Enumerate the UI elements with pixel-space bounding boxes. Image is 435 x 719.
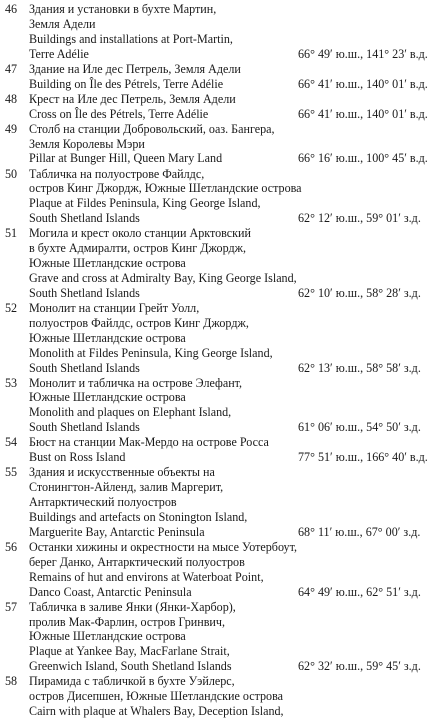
entry-line-text: Монолит на станции Грейт Уолл, — [29, 300, 200, 315]
entry-number: 56 — [5, 539, 18, 554]
entry-number: 51 — [5, 226, 18, 241]
entry-line — [29, 390, 435, 405]
entry-coordinates: 64° 49′ ю.ш., 62° 51′ з.д. — [298, 584, 421, 599]
entry-coordinates: 66° 41′ ю.ш., 140° 01′ в.д. — [298, 76, 428, 91]
entry-line-text: Табличка на полуострове Файлдс, — [29, 166, 205, 181]
entry-line — [29, 465, 435, 480]
entry-line-text: полуостров Файлдс, остров Кинг Джордж, — [29, 315, 249, 330]
entry-line-text: Земля Королевы Мэри — [29, 136, 145, 151]
entry-description — [29, 92, 435, 122]
entry-number: 55 — [5, 465, 18, 480]
entry-line-text: Buildings and installations at Port-Martin, — [29, 31, 233, 46]
entry-line-text: Могила и крест около станции Арктовский — [29, 226, 251, 241]
list-item — [0, 122, 435, 167]
entry-line — [29, 122, 435, 137]
entry-line-text: Монолит и табличка на острове Элефант, — [29, 375, 243, 390]
entry-line-text: Столб на станции Добровольский, оаз. Бангера, — [29, 121, 275, 136]
entry-description — [29, 301, 435, 375]
entry-line — [29, 615, 435, 630]
entry-line — [29, 62, 435, 77]
entry-line — [29, 32, 435, 47]
entry-line-text: остров Дисепшен, Южные Шетландские острова — [29, 689, 284, 704]
entry-line-text: Пирамида с табличкой в бухте Уэйлерс, — [29, 674, 235, 689]
list-item — [0, 465, 435, 539]
entry-line-text: Южные Шетландские острова — [29, 256, 186, 271]
entry-number: 57 — [5, 599, 18, 614]
entry-line — [29, 480, 435, 495]
entry-line — [29, 256, 435, 271]
entry-coordinates: 66° 41′ ю.ш., 140° 01′ в.д. — [298, 106, 428, 121]
entry-description — [29, 167, 435, 227]
list-item — [0, 62, 435, 92]
entry-line — [29, 331, 435, 346]
entry-line — [29, 585, 435, 600]
entry-number: 48 — [5, 91, 18, 106]
entry-description — [29, 435, 435, 465]
entry-description — [29, 62, 435, 92]
entry-description — [29, 540, 435, 600]
entry-coordinates: 66° 49′ ю.ш., 141° 23′ в.д. — [298, 46, 428, 61]
entry-line-text: Крест на Иле дес Петрель, Земля Адели — [29, 91, 236, 106]
entry-line — [29, 525, 435, 540]
entry-line-text: Terre Adélie — [29, 46, 89, 61]
entry-coordinates: 68° 11′ ю.ш., 67° 00′ з.д. — [298, 524, 421, 539]
entry-line — [29, 151, 435, 166]
entry-line — [29, 167, 435, 182]
entry-line-text: Южные Шетландские острова — [29, 330, 186, 345]
entry-description — [29, 674, 435, 719]
entry-number: 50 — [5, 166, 18, 181]
list-item — [0, 301, 435, 375]
entry-line-text: Бюст на станции Мак-Мердо на острове Росса — [29, 435, 269, 450]
list-item — [0, 674, 435, 719]
entry-line-text: Южные Шетландские острова — [29, 390, 186, 405]
entry-line-text: South Shetland Islands — [29, 285, 140, 300]
entry-coordinates: 62° 13′ ю.ш., 58° 58′ з.д. — [298, 360, 421, 375]
entry-description — [29, 226, 435, 300]
entry-line — [29, 226, 435, 241]
entry-line-text: Останки хижины и окрестности на мысе Уотербоут, — [29, 539, 297, 554]
entry-line-text: Greenwich Island, South Shetland Islands — [29, 659, 232, 674]
entry-line-text: Monolith and plaques on Elephant Island, — [29, 405, 232, 420]
entry-description — [29, 376, 435, 436]
entry-number: 46 — [5, 2, 18, 16]
entry-line-text: South Shetland Islands — [29, 360, 140, 375]
entry-line-text: Marguerite Bay, Antarctic Peninsula — [29, 524, 205, 539]
entry-line — [29, 47, 435, 62]
list-item — [0, 226, 435, 300]
entry-line-text: Антарктический полуостров — [29, 495, 177, 510]
entry-line-text: Земля Адели — [29, 16, 96, 31]
entry-line-text: Здания и установки в бухте Мартин, — [29, 2, 217, 16]
entry-line — [29, 196, 435, 211]
entry-line — [29, 301, 435, 316]
entry-line — [29, 659, 435, 674]
entry-line — [29, 674, 435, 689]
entry-line — [29, 271, 435, 286]
entry-line — [29, 17, 435, 32]
entry-line — [29, 600, 435, 615]
entry-number: 47 — [5, 61, 18, 76]
entry-coordinates: 66° 16′ ю.ш., 100° 45′ в.д. — [298, 151, 428, 166]
entry-line — [29, 704, 435, 719]
entry-coordinates: 61° 06′ ю.ш., 54° 50′ з.д. — [298, 420, 421, 435]
list-item — [0, 92, 435, 122]
entry-coordinates: 77° 51′ ю.ш., 166° 40′ в.д. — [298, 450, 428, 465]
entry-line-text: Plaque at Fildes Peninsula, King George Island, — [29, 196, 261, 211]
entry-line-text: Monolith at Fildes Peninsula, King George Island, — [29, 345, 273, 360]
document-page — [0, 2, 435, 719]
entry-line-text: берег Данко, Антарктический полуостров — [29, 554, 245, 569]
entry-coordinates: 62° 12′ ю.ш., 59° 01′ з.д. — [298, 211, 421, 226]
entry-number: 54 — [5, 435, 18, 450]
entry-description — [29, 2, 435, 62]
entry-line-text: в бухте Адмиралти, остров Кинг Джордж, — [29, 241, 247, 256]
entry-line — [29, 316, 435, 331]
entry-line — [29, 346, 435, 361]
entry-line — [29, 450, 435, 465]
entry-line-text: пролив Мак-Фарлин, остров Гринвич, — [29, 614, 225, 629]
entry-number: 49 — [5, 121, 18, 136]
list-item — [0, 167, 435, 227]
entry-line — [29, 510, 435, 525]
entry-number: 53 — [5, 375, 18, 390]
entry-line-text: Стонингтон-Айленд, залив Маргерит, — [29, 480, 224, 495]
entry-coordinates: 62° 10′ ю.ш., 58° 28′ з.д. — [298, 285, 421, 300]
entry-line-text: Grave and cross at Admiralty Bay, King George Island, — [29, 270, 297, 285]
entry-line — [29, 376, 435, 391]
entry-line-text: Plaque at Yankee Bay, MacFarlane Strait, — [29, 644, 230, 659]
entry-number: 52 — [5, 300, 18, 315]
entry-line — [29, 420, 435, 435]
entry-line — [29, 495, 435, 510]
entry-line-text: South Shetland Islands — [29, 420, 140, 435]
entry-line — [29, 211, 435, 226]
entry-line-text: Pillar at Bunger Hill, Queen Mary Land — [29, 151, 223, 166]
entry-line — [29, 361, 435, 376]
entry-line-text: South Shetland Islands — [29, 211, 140, 226]
entry-line — [29, 241, 435, 256]
entry-line-text: Danco Coast, Antarctic Peninsula — [29, 584, 192, 599]
entry-line-text: остров Кинг Джордж, Южные Шетландские острова — [29, 181, 302, 196]
entry-line — [29, 644, 435, 659]
entry-line — [29, 137, 435, 152]
entry-line-text: Bust on Ross Island — [29, 450, 126, 465]
entry-coordinates: 62° 32′ ю.ш., 59° 45′ з.д. — [298, 659, 421, 674]
entry-line-text: Building on Île des Pétrels, Terre Adélie — [29, 76, 224, 91]
entry-line — [29, 689, 435, 704]
entry-line-text: Remains of hut and environs at Waterboat Point, — [29, 569, 264, 584]
entry-line — [29, 286, 435, 301]
entry-line — [29, 92, 435, 107]
entry-line — [29, 2, 435, 17]
entry-line-text: Cross on Île des Pétrels, Terre Adélie — [29, 106, 209, 121]
entry-line-text: Buildings and artefacts on Stonington Island, — [29, 509, 248, 524]
entry-line-text: Cairn with plaque at Whalers Bay, Deception Island, — [29, 704, 284, 719]
list-item — [0, 376, 435, 436]
entry-line-text: Южные Шетландские острова — [29, 629, 186, 644]
entry-line — [29, 77, 435, 92]
entry-line-text: Здание на Иле дес Петрель, Земля Адели — [29, 61, 241, 76]
entry-line — [29, 107, 435, 122]
list-item — [0, 2, 435, 62]
entry-line — [29, 570, 435, 585]
entry-line-text: Табличка в заливе Янки (Янки-Харбор), — [29, 599, 236, 614]
entry-line — [29, 555, 435, 570]
entry-number: 58 — [5, 674, 18, 689]
entry-line — [29, 181, 435, 196]
entry-line — [29, 405, 435, 420]
entry-description — [29, 122, 435, 167]
entry-description — [29, 465, 435, 539]
entry-line — [29, 435, 435, 450]
entry-line — [29, 540, 435, 555]
list-item — [0, 435, 435, 465]
entry-line-text: Здания и искусственные объекты на — [29, 465, 215, 480]
list-item — [0, 540, 435, 600]
